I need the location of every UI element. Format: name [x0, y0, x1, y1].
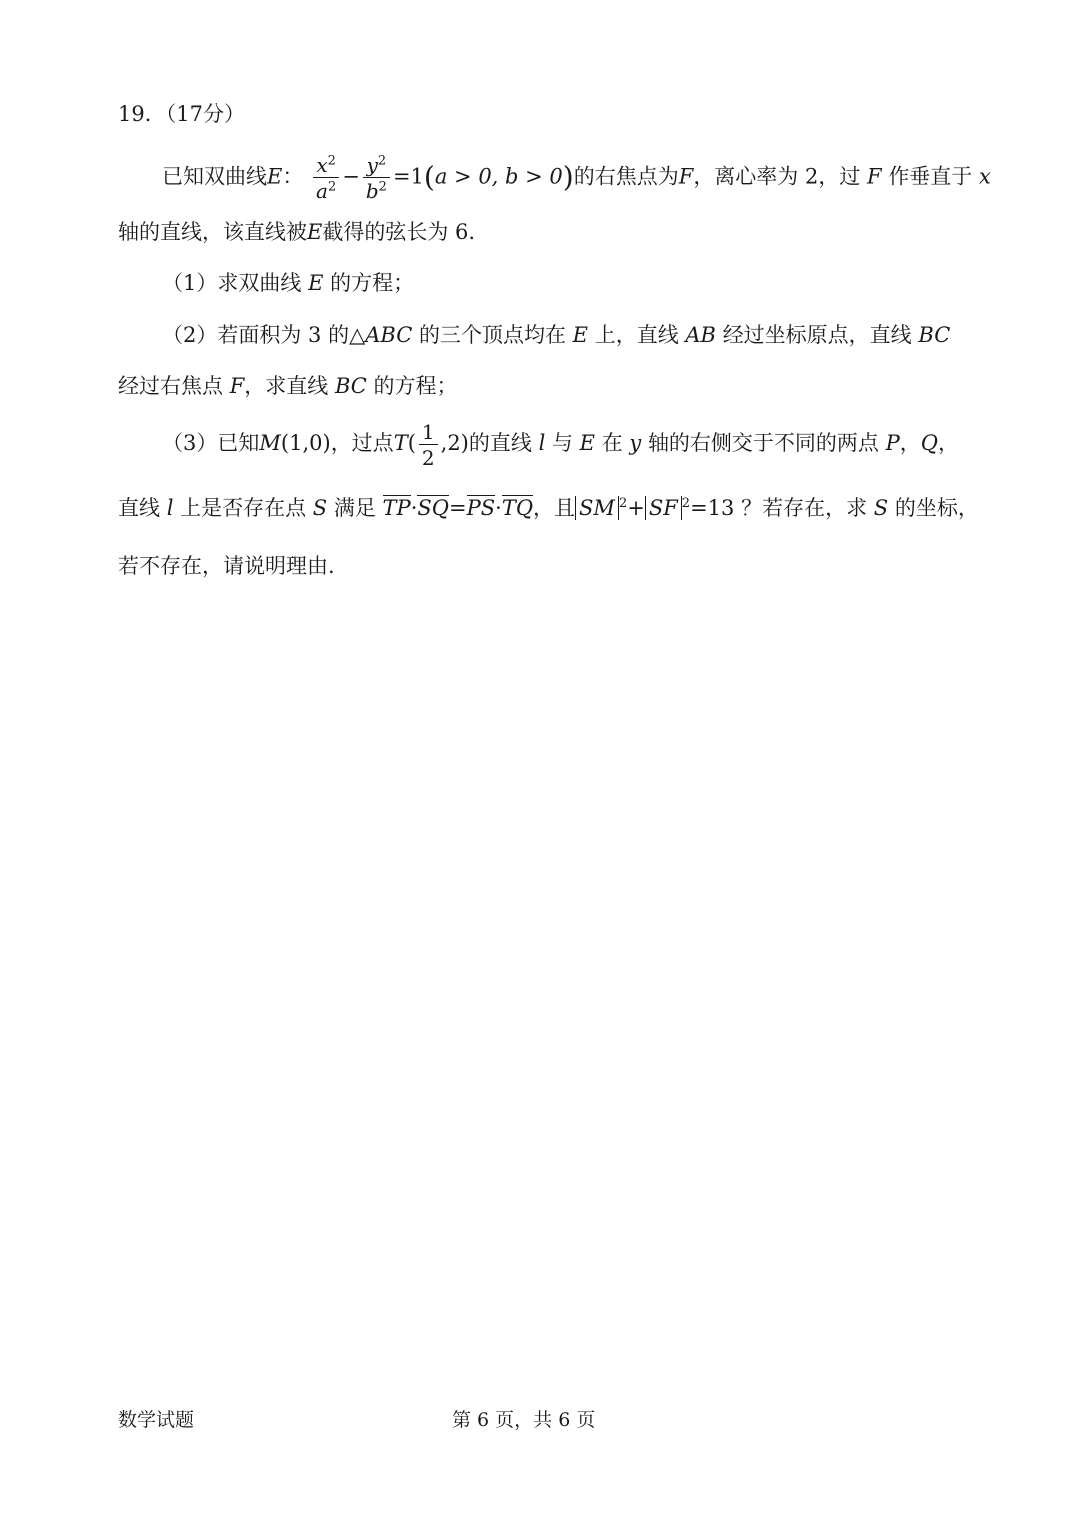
question-2: （2）若面积为 3 的△ABC 的三个顶点均在 E 上，直线 AB 经过坐标原点，直线 BC [162, 323, 951, 347]
equals-one: =1 [392, 164, 424, 189]
problem-number-text: 19．（17分） [118, 102, 245, 126]
abs-sf: SF [645, 496, 682, 520]
intro-line-1: 已知双曲线E： $\frac{x^2}{a^2}$ − $\frac{y^2}{b^2}$ =1(a > 0, b > 0)的右焦点为F，离心率为 2，过 F 作垂直于 x [162, 153, 991, 203]
abs-sm: SM [575, 496, 619, 520]
intro-line-2: 轴的直线，该直线被E截得的弦长为 6. [118, 220, 476, 244]
question-3-line-3: 若不存在，请说明理由. [118, 554, 335, 578]
intro-prefix: 已知双曲线 [162, 164, 267, 189]
focus-f: F [678, 164, 694, 189]
minus-sign: − [342, 164, 360, 189]
problem-number [118, 99, 245, 129]
vector-sq: SQ [417, 496, 449, 520]
intro-after: 的右焦点为 [573, 164, 679, 189]
condition: a > 0, b > 0 [434, 164, 563, 189]
focus-f-2: F [867, 164, 882, 189]
vector-tp: TP [382, 496, 411, 520]
question-2-line-2: 经过右焦点 F，求直线 BC 的方程； [118, 374, 458, 398]
fraction-x2-a2: $\frac{x^2}{a^2}$ [313, 155, 339, 201]
question-3-line-2: 直线 l 上是否存在点 S 满足 TP·SQ=PS·TQ，且 SM $^2$+ SF $^2$=13 ？若存在，求 S 的坐标， [118, 496, 979, 520]
fraction-y2-b2: $\frac{y^2}{b^2}$ [363, 155, 390, 201]
question-1: （1）求双曲线 E 的方程； [162, 271, 415, 295]
intro-colon: ： [282, 164, 304, 189]
x-axis-var: x [979, 164, 991, 189]
vector-tq: TQ [501, 496, 534, 520]
footer-subject: 数学试题 [118, 1409, 195, 1431]
fraction-one-half: $\frac{1}{2}$ [419, 422, 438, 468]
vector-ps: PS [466, 496, 496, 520]
footer-page-number: 第 6 页，共 6 页 [452, 1409, 596, 1431]
eccentricity-text: ，离心率为 2，过 [693, 164, 861, 189]
curve-e: E [267, 164, 283, 189]
vertical-text: 作垂直于 [888, 164, 973, 189]
question-3: （3）已知M(1,0)，过点T( $\frac{1}{2}$ ,2)的直线 l 与 E 在 y 轴的右侧交于不同的两点 P，Q， [162, 419, 959, 470]
